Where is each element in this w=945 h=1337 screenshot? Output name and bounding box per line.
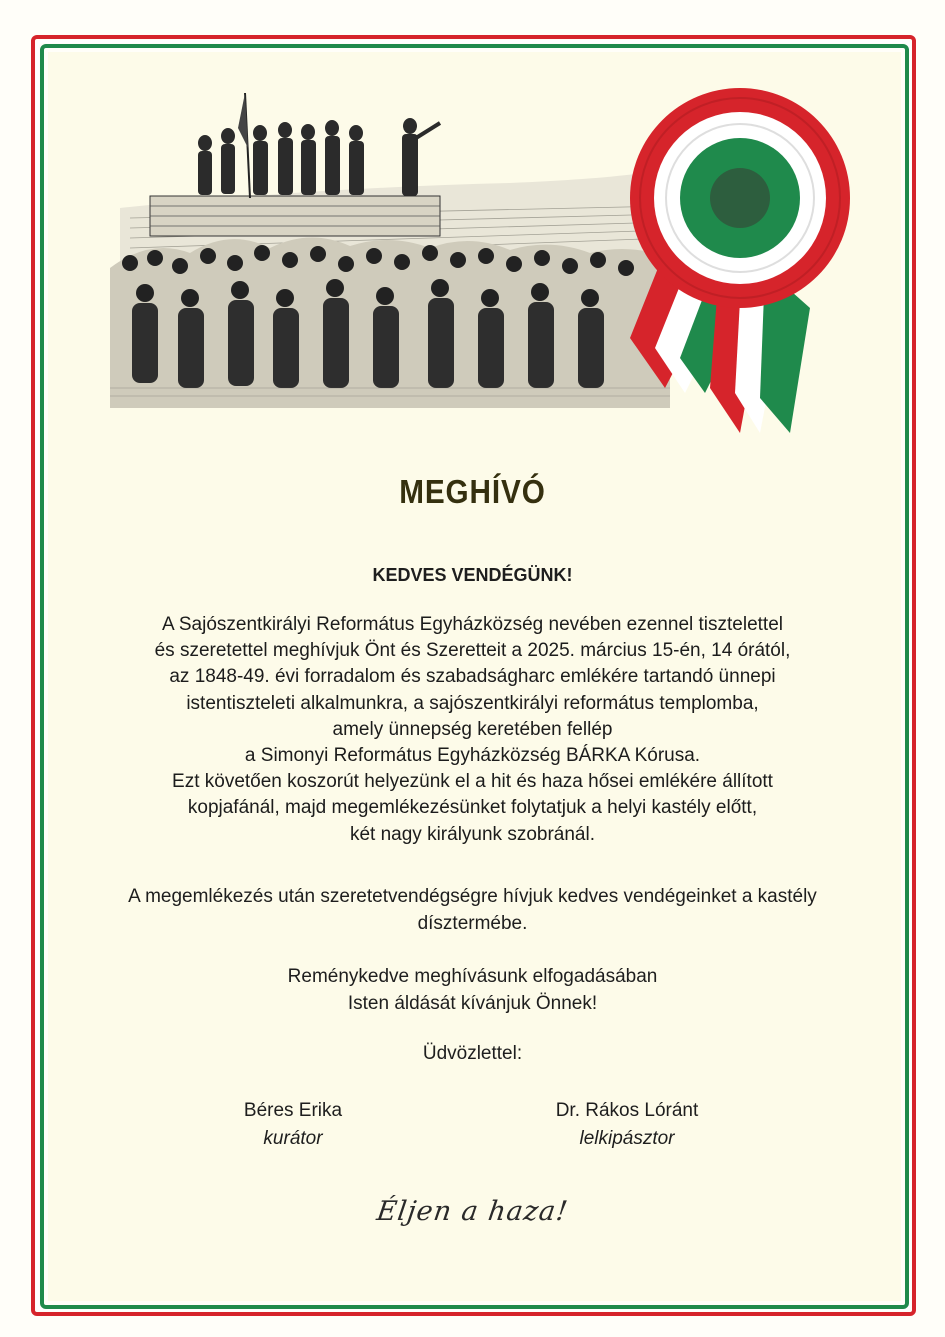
paragraph-line: amely ünnepség keretében fellép (332, 718, 613, 740)
paragraph-line: Isten áldását kívánjuk Önnek! (347, 993, 598, 1014)
paragraph-line: istentiszteleti alkalmunkra, a sajószentkirályi református templomba, (186, 692, 759, 714)
paragraph-line: Ezt követően koszorút helyezünk el a hit és haza hősei emlékére állított (172, 771, 773, 793)
paragraph-line: és szeretettel meghívjuk Önt és Szeretteit a 2025. március 15-én, 14 órától, (154, 640, 791, 662)
signatory-role: lelkipásztor (579, 1128, 675, 1149)
signature-block-curator (193, 1097, 393, 1153)
signatory-role: kurátor (263, 1128, 323, 1149)
paragraph-line: a Simonyi Református Egyházközség BÁRKA Kórusa. (244, 745, 701, 767)
paragraph-line: A Sajószentkirályi Református Egyházközség nevében ezennel tisztelettel (161, 614, 783, 635)
signatory-name: Béres Erika (243, 1100, 343, 1121)
crowd-engraving-image (110, 93, 670, 408)
motto-text: Éljen a haza! (374, 1196, 571, 1227)
closing-salutation: Üdvözlettel: (422, 1043, 523, 1064)
paragraph-line: dísztermébe. (417, 913, 528, 934)
paragraph-line: két nagy királyunk szobránál. (349, 823, 595, 845)
invitation-paragraph-1 (0, 612, 945, 848)
invitation-paragraph-3 (0, 963, 945, 1017)
signature-block-pastor (512, 1097, 742, 1153)
greeting-heading: KEDVES VENDÉGÜNK! (372, 565, 573, 585)
header-illustration (110, 88, 870, 448)
paragraph-line: kopjafánál, majd megemlékezésünket folytatjuk a helyi kastély előtt, (187, 797, 758, 819)
paragraph-line: az 1848-49. évi forradalom és szabadságharc emlékére tartandó ünnepi (169, 666, 776, 688)
paragraph-line: Reménykedve meghívásunk elfogadásában (287, 966, 658, 987)
signatory-name: Dr. Rákos Lóránt (555, 1100, 699, 1121)
hungarian-cockade-icon (630, 88, 850, 433)
invitation-paragraph-2 (0, 883, 945, 937)
paragraph-line: A megemlékezés után szeretetvendégségre hívjuk kedves vendégeinket a kastély (128, 886, 817, 907)
page-title: MEGHÍVÓ (399, 473, 546, 510)
